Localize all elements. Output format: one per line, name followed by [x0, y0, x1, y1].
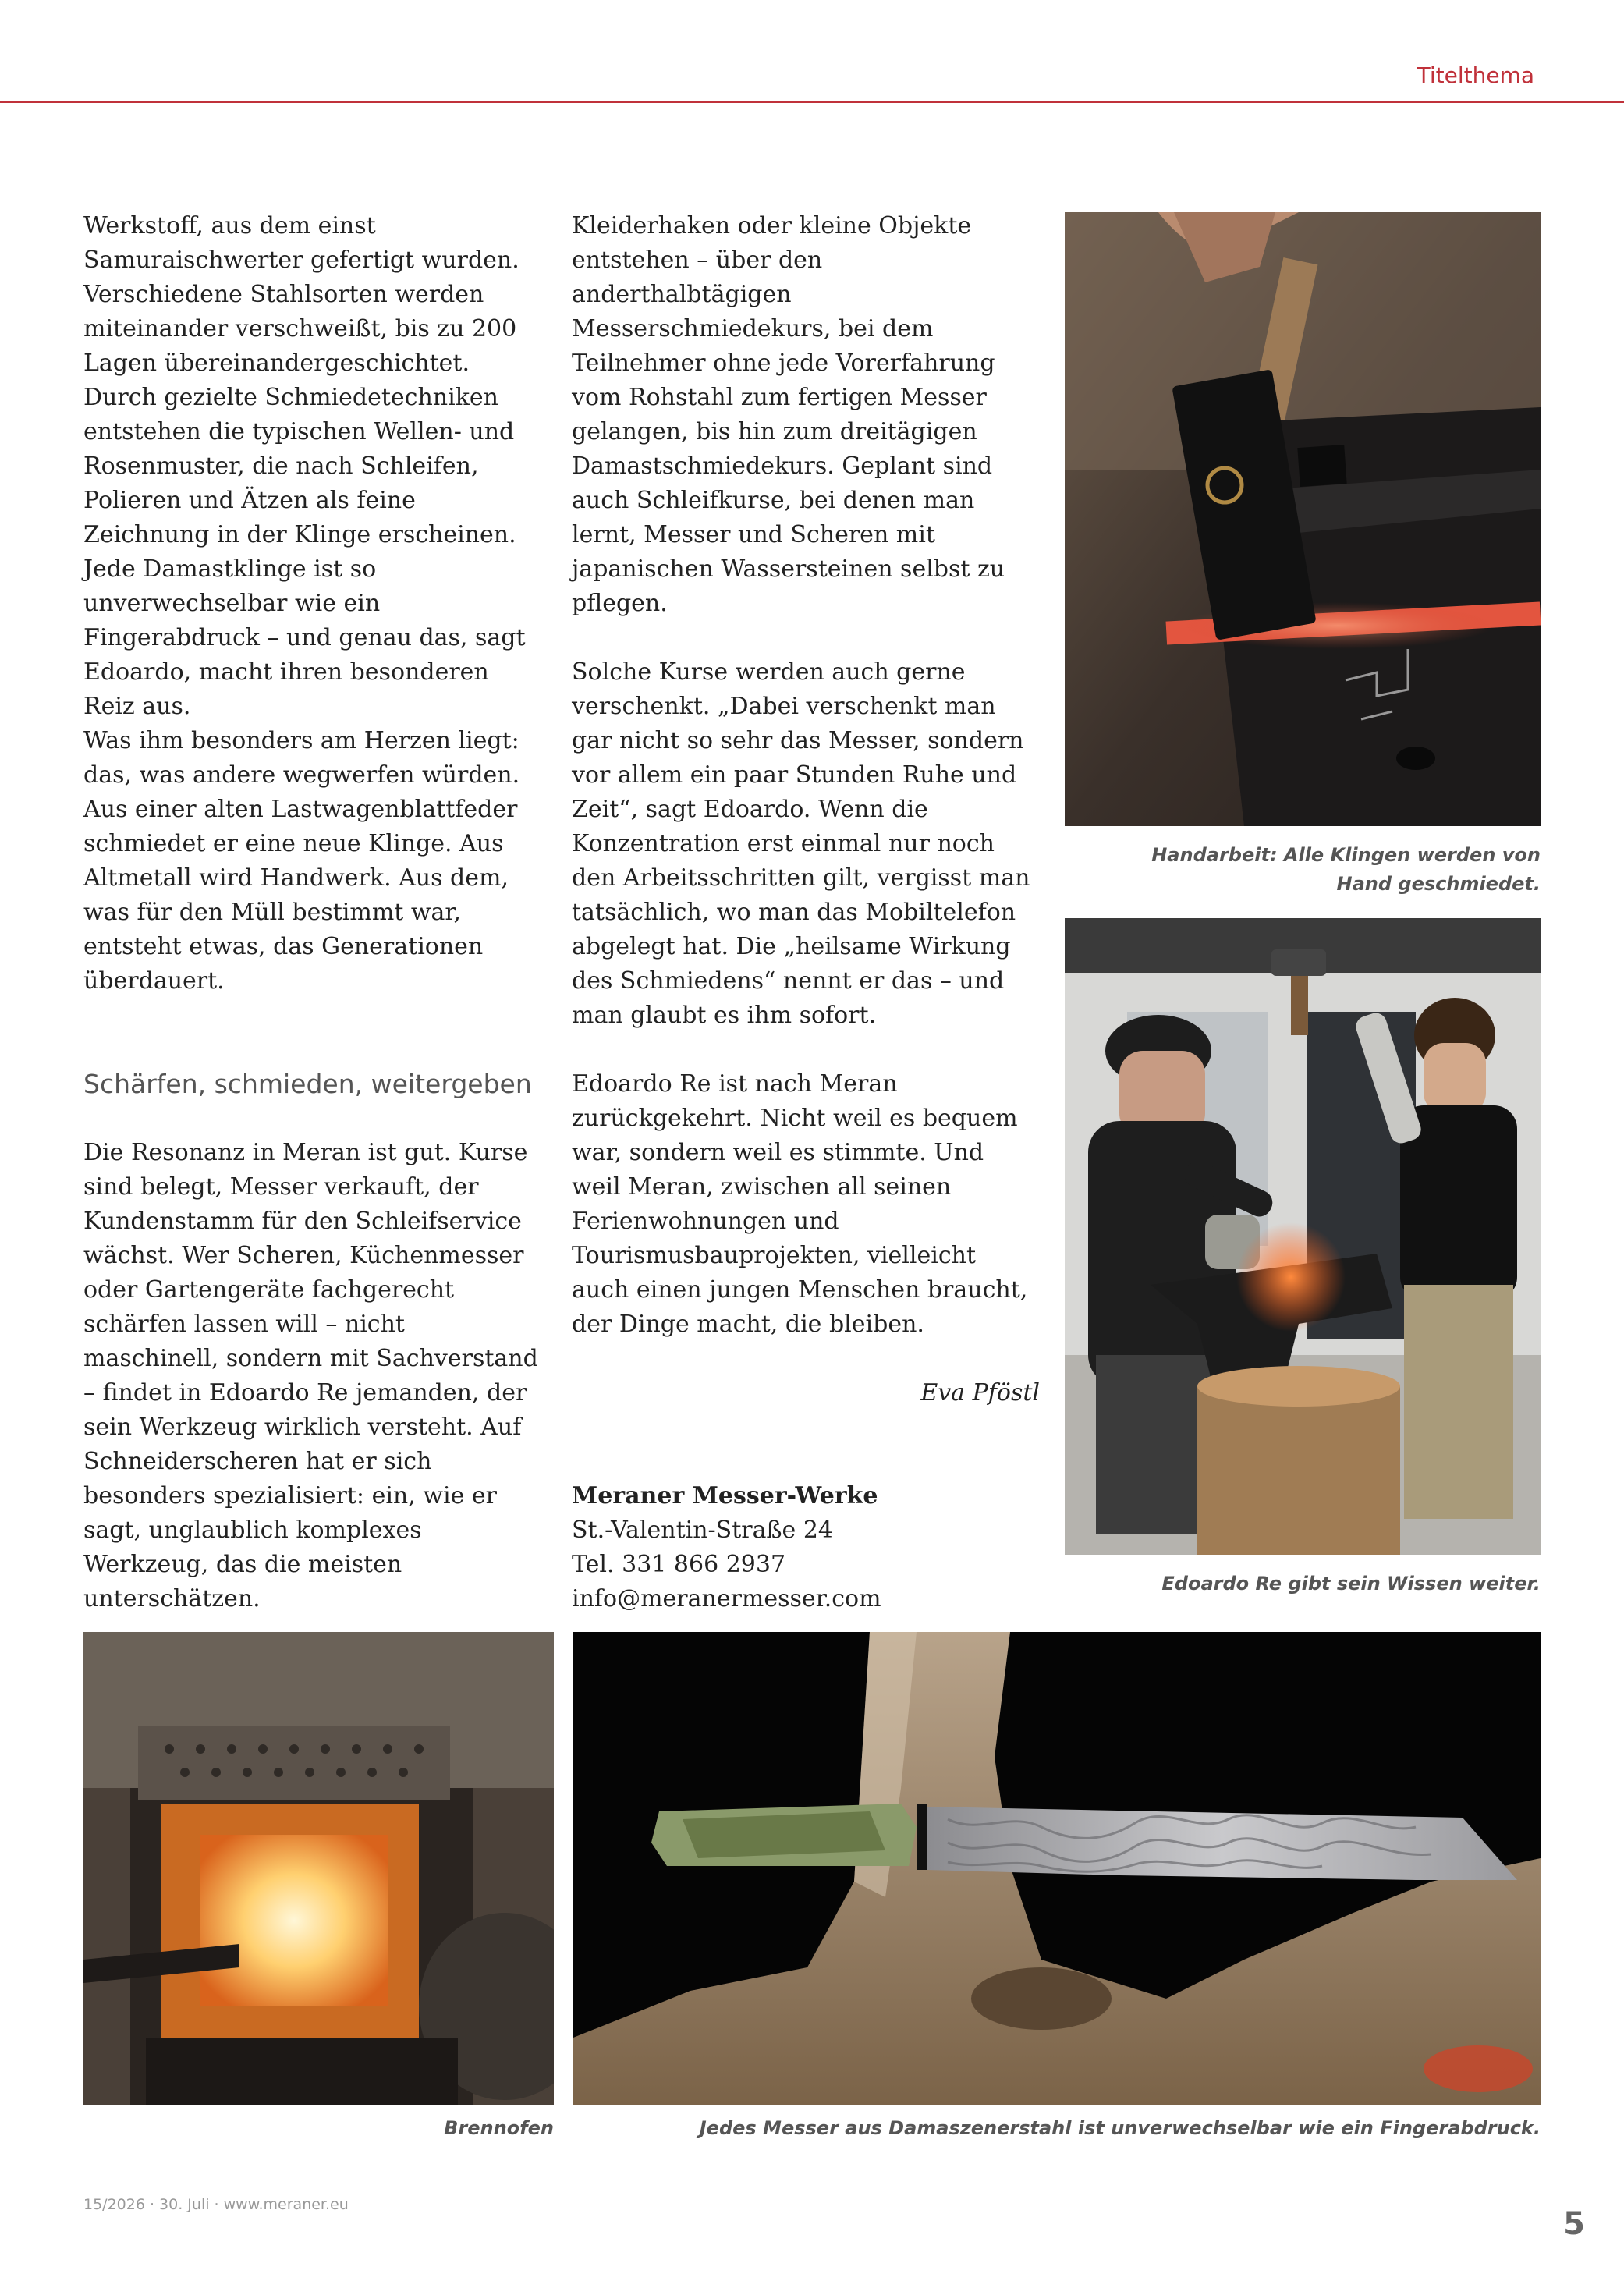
photo-caption: Edoardo Re gibt sein Wissen weiter.: [1161, 1573, 1541, 1595]
furnace-photo: [83, 1632, 554, 2105]
page-number: 5: [1563, 2206, 1585, 2242]
photo-caption: Jedes Messer aus Damaszenerstahl ist unverwechselbar wie ein Fingerabdruck.: [699, 2117, 1541, 2139]
workshop-photo: [1065, 918, 1541, 1555]
article-column-1: [83, 209, 544, 1788]
photo-caption: Handarbeit: Alle Klingen werden von Hand geschmiedet.: [1151, 844, 1541, 895]
section-label: Titelthema: [1417, 62, 1534, 88]
paragraph: Kleiderhaken oder kleine Objekte entstehen – über den anderthalbtägigen Messerschmiedekurs, bei dem Teilnehmer ohne jede Vorerfahrung vom Rohstahl zum fertigen Messer gelangen, bis hin zum dreitägigen Damastschmiedekurs. Geplant sind auch Schleifkurse, bei denen man lernt, Messer und Scheren mit japanischen Wassersteinen selbst zu pflegen.: [572, 212, 1005, 617]
company-email: info@meranermesser.com: [572, 1585, 881, 1612]
company-street: St.-Valentin-Straße 24: [572, 1517, 834, 1544]
company-name: Meraner Messer-Werke: [572, 1482, 878, 1509]
author-signature: Eva Pföstl: [920, 1379, 1040, 1407]
paragraph: Die Resonanz in Meran ist gut. Kurse sind belegt, Messer verkauft, der Kundenstamm für den Schleifservice wächst. Wer Scheren, Küchenmesser oder Gartengeräte fachgerecht schärfen lassen will – nicht maschinell, sondern mit Sachverstand – findet in Edoardo Re jemanden, der sein Werkzeug wirklich versteht. Auf Schneiderscheren hat er sich besonders spezialisiert: ein, wie er sagt, unglaublich komplexes Werkzeug, das die meisten unterschätzen.: [83, 1139, 538, 1612]
photo-caption: Brennofen: [444, 2117, 554, 2139]
hammer-anvil-photo: [1065, 212, 1541, 826]
subheading: Schärfen, schmieden, weitergeben: [83, 1069, 532, 1099]
paragraph: Edoardo Re ist nach Meran zurückgekehrt. Nicht weil es bequem war, sondern weil es stimmte. Und weil Meran, zwischen all seinen Ferienwohnungen und Tourismusbauprojekten, vielleicht auch einen jungen Menschen braucht, der Dinge macht, die bleiben.: [572, 1070, 1028, 1338]
header-rule: [0, 101, 1624, 103]
company-phone: Tel. 331 866 2937: [572, 1551, 786, 1578]
footer-issue: 15/2026 · 30. Juli · www.meraner.eu: [83, 2196, 349, 2213]
article-column-2: [572, 209, 1040, 1616]
paragraph: Was ihm besonders am Herzen liegt: das, was andere wegwerfen würden. Aus einer alten Lastwagenblattfeder schmiedet er eine neue Klinge. Aus Altmetall wird Handwerk. Aus dem, was für den Müll bestimmt war, entsteht etwas, das Generationen überdauert.: [83, 727, 520, 995]
paragraph: Werkstoff, aus dem einst Samuraischwerter gefertigt wurden. Verschiedene Stahlsorten werden miteinander verschweißt, bis zu 200 Lagen übereinandergeschichtet. Durch gezielte Schmiedetechniken entstehen die typischen Wellen- und Rosenmuster, die nach Schleifen, Polieren und Ätzen als feine Zeichnung in der Klinge erscheinen. Jede Damastklinge ist so unverwechselbar wie ein Fingerabdruck – und genau das, sagt Edoardo, macht ihren besonderen Reiz aus.: [83, 212, 526, 720]
paragraph: Solche Kurse werden auch gerne verschenkt. „Dabei verschenkt man gar nicht so sehr das Messer, sondern vor allem ein paar Stunden Ruhe und Zeit“, sagt Edoardo. Wenn die Konzentration erst einmal nur noch den Arbeitsschritten gilt, vergisst man tatsächlich, wo man das Mobiltelefon abgelegt hat. Die „heilsame Wirkung des Schmiedens“ nennt er das – und man glaubt es ihm sofort.: [572, 658, 1030, 1029]
damascus-knife-photo: [573, 1632, 1541, 2105]
